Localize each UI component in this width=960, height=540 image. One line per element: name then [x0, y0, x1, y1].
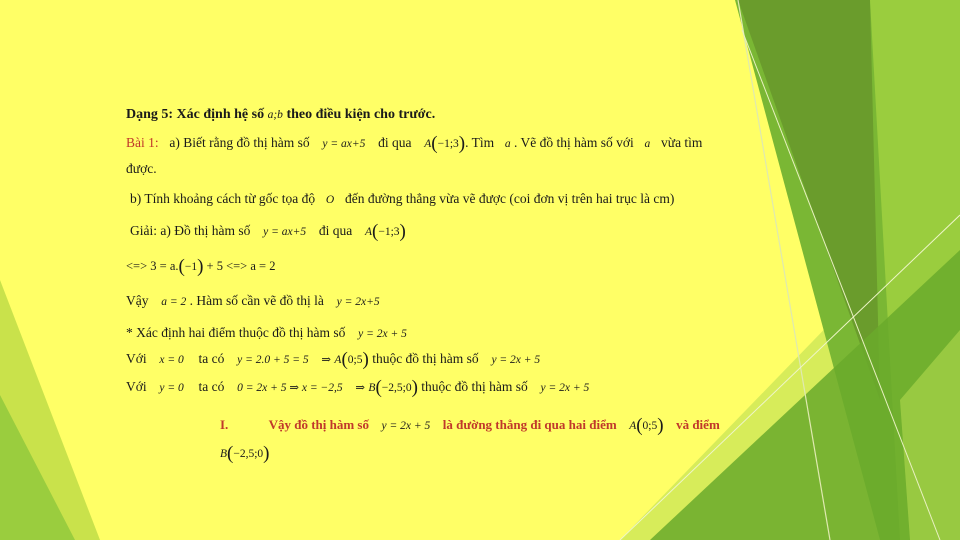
section-heading: [126, 106, 435, 124]
solution-l6-point: B: [368, 382, 376, 394]
solution-l1-text-1: Giải: a) Đồ thị hàm số: [130, 223, 251, 238]
solution-l5-text-1: Với: [126, 351, 147, 366]
problem-b-text-1: b) Tính khoảng cách từ gốc tọa độ: [130, 191, 316, 206]
solution-l6-text-3: thuộc đồ thị hàm số: [421, 379, 528, 394]
conclusion-line: I. Vậy đồ thị hàm số y = 2x + 5 là đường thẳng đi qua hai điểm A(0;5) và điểm: [220, 415, 720, 436]
conclusion-text-1: Vậy đồ thị hàm số: [268, 417, 369, 432]
solution-line-4: [126, 324, 407, 343]
problem-label: Bài 1:: [126, 135, 159, 150]
problem-line-a: Bài 1: a) Biết rằng đồ thị hàm số y = ax+5 đi qua A(−1;3). Tìm a . Vẽ đồ thị hàm số với a vừa tìm: [126, 133, 703, 154]
problem-b-origin: O: [325, 194, 335, 206]
solution-l6-calc: 0 = 2x + 5 ⇒ x = −2,5: [237, 382, 343, 394]
solution-l3-formula-1: a = 2: [161, 296, 187, 308]
heading-prefix: Dạng 5: Xác định hệ số: [126, 107, 268, 122]
solution-line-5: Với x = 0 ta có y = 2.0 + 5 = 5 ⇒ A(0;5) thuộc đồ thị hàm số y = 2x + 5: [126, 349, 541, 370]
solution-l1-text-2: đi qua: [318, 223, 353, 238]
problem-a-text-3: . Tìm: [465, 135, 495, 150]
solution-l5-text-3: thuộc đồ thị hàm số: [372, 351, 479, 366]
problem-a-text-5: vừa tìm: [661, 135, 703, 150]
problem-a-point-coords: −1;3: [437, 138, 459, 150]
solution-line-6: Với y = 0 ta có 0 = 2x + 5 ⇒ x = −2,5 ⇒ B(−2,5;0) thuộc đồ thị hàm số y = 2x + 5: [126, 377, 590, 398]
conclusion-point-b-coords: −2,5;0: [233, 448, 264, 460]
problem-a-text-6: được.: [126, 161, 157, 176]
solution-l6-cond: y = 0: [159, 382, 184, 394]
solution-l3-text-2: . Hàm số cần vẽ đồ thị là: [189, 293, 324, 308]
solution-l6-text-1: Với: [126, 379, 147, 394]
solution-l2-part-2: −1: [184, 261, 198, 273]
solution-l1-point: A: [364, 226, 372, 238]
problem-a-var-2: a: [644, 138, 651, 150]
solution-l2-part-1: <=> 3 = a.: [126, 259, 179, 273]
problem-a-point-name: A: [424, 138, 432, 150]
solution-l1-function: y = ax+5: [263, 226, 307, 238]
conclusion-point-a: A: [629, 420, 637, 432]
solution-l5-cond: x = 0: [159, 354, 184, 366]
solution-l4-text-1: * Xác định hai điểm thuộc đồ thị hàm số: [126, 325, 346, 340]
solution-l3-formula-2: y = 2x+5: [336, 296, 380, 308]
heading-vars: a;b: [267, 109, 283, 121]
solution-l3-text-1: Vậy: [126, 293, 149, 308]
problem-a-function: y = ax+5: [322, 138, 366, 150]
problem-b-text-2: đến đường thẳng vừa vẽ được (coi đơn vị trên hai trục là cm): [344, 191, 675, 206]
solution-line-2: <=> 3 = a.(−1) + 5 <=> a = 2: [126, 256, 276, 277]
conclusion-text-2: là đường thẳng đi qua hai điểm: [442, 417, 617, 432]
problem-a-text-4: . Vẽ đồ thị hàm số với: [513, 135, 634, 150]
solution-l6-text-2: ta có: [198, 379, 225, 394]
solution-line-1: Giải: a) Đồ thị hàm số y = ax+5 đi qua A(−1;3): [130, 221, 406, 242]
solution-l5-calc: y = 2.0 + 5 = 5: [237, 354, 309, 366]
conclusion-marker: I.: [220, 417, 229, 432]
heading-suffix: theo điều kiện cho trước.: [282, 107, 436, 122]
conclusion-function: y = 2x + 5: [381, 420, 431, 432]
conclusion-point-a-coords: 0;5: [642, 420, 658, 432]
solution-l5-text-2: ta có: [198, 351, 225, 366]
problem-line-a-cont: [126, 160, 157, 178]
solution-l5-point: A: [334, 354, 342, 366]
problem-line-b: [130, 190, 674, 209]
implies-arrow: ⇒: [355, 382, 366, 394]
solution-line-3: [126, 292, 380, 311]
solution-l6-function: y = 2x + 5: [540, 382, 590, 394]
conclusion-text-3: và điểm: [676, 417, 720, 432]
conclusion-line-cont: B(−2,5;0): [220, 443, 270, 464]
solution-l6-coords: −2,5;0: [381, 382, 412, 394]
solution-l4-function: y = 2x + 5: [358, 328, 407, 340]
solution-l1-coords: −1;3: [378, 226, 400, 238]
implies-arrow: ⇒: [321, 354, 332, 366]
problem-a-var-1: a: [504, 138, 511, 150]
conclusion-point-b: B: [220, 448, 228, 460]
solution-l2-part-3: + 5 <=> a = 2: [206, 259, 276, 273]
problem-a-text-1: a) Biết rằng đồ thị hàm số: [169, 135, 310, 150]
problem-a-text-2: đi qua: [378, 135, 412, 150]
solution-l5-function: y = 2x + 5: [491, 354, 541, 366]
solution-l5-coords: 0;5: [347, 354, 363, 366]
